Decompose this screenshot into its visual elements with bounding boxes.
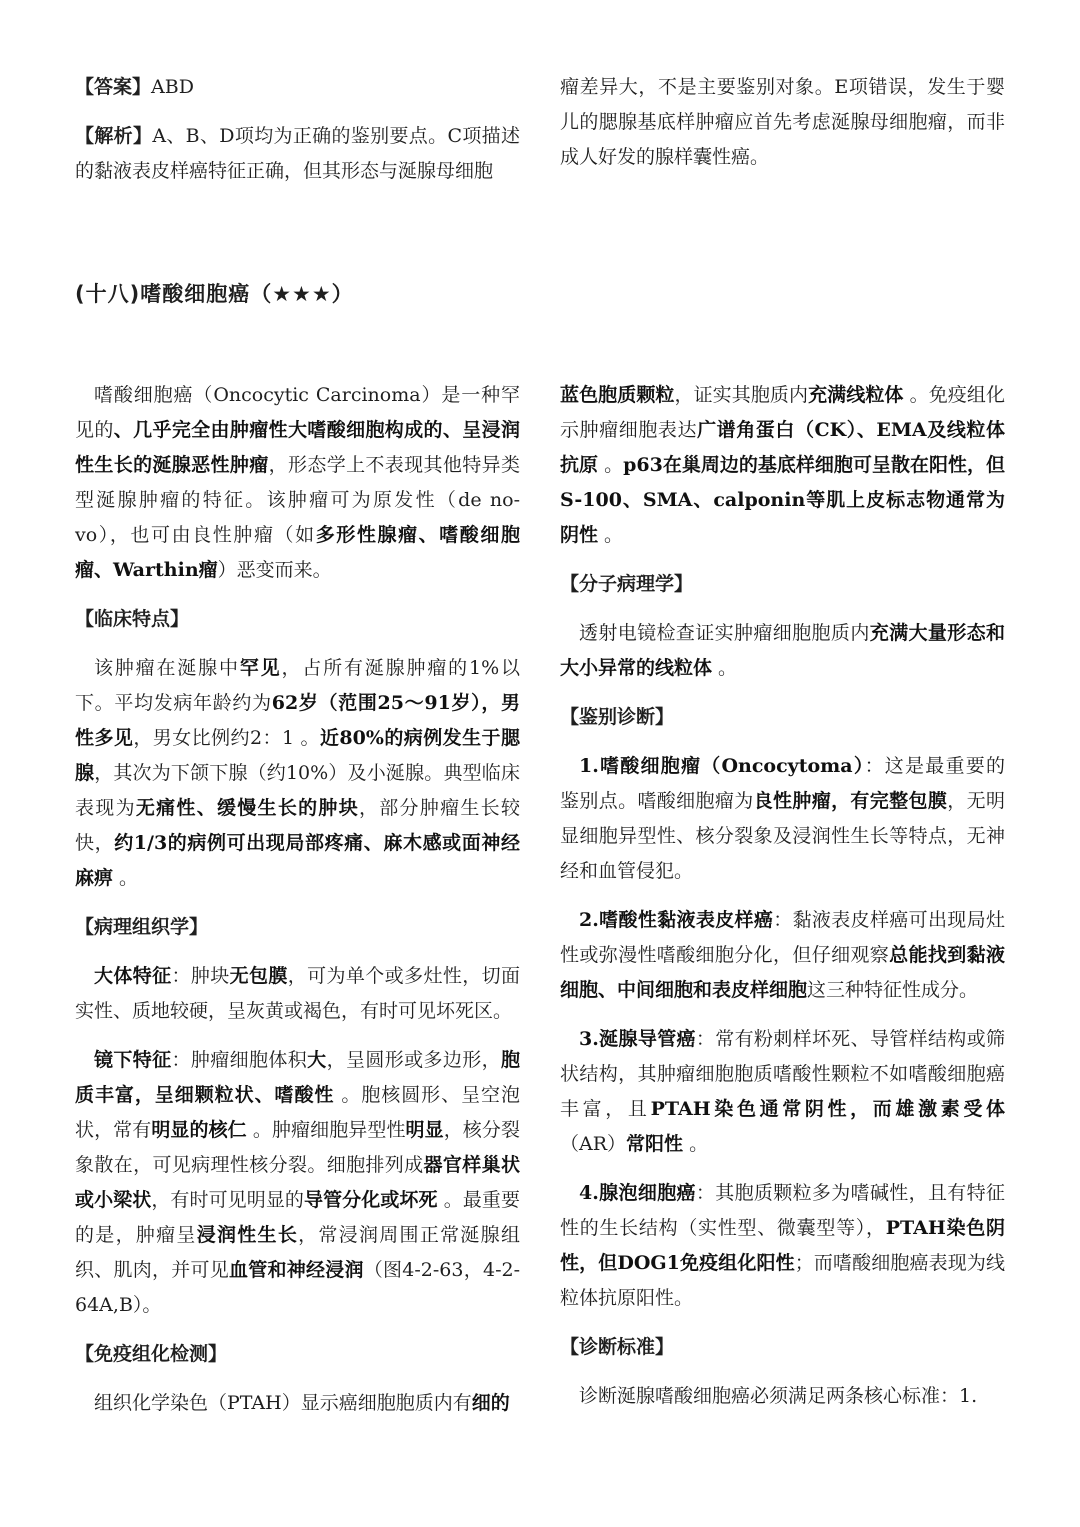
analysis-label: 【解析】 (75, 125, 153, 147)
intro-text-1: 嗜酸细胞癌（Oncocytic Carcinoma）是一种罕见的 (75, 384, 520, 441)
differential-item-4-text-2: ；而嗜酸细胞癌表现为线粒体抗原阳性。 (560, 1252, 1005, 1309)
micro-paragraph (75, 1043, 520, 1323)
micro-bold-3: 明显的核仁 (151, 1119, 247, 1141)
micro-bold-6: 导管分化或坏死 (304, 1189, 438, 1211)
ihc-bold-4: p63在巢周边的基底样细胞可呈散在阳性，但S-100、SMA、calponin等肌上皮标志物通常为阴性 (560, 454, 1005, 546)
gross-text-2: ，可为单个或多灶性，切面实性、质地较硬，呈灰黄或褐色，有时可见坏死区。 (75, 965, 520, 1022)
answer-line (75, 70, 520, 105)
micro-text-7: 。最重要的是，肿瘤呈 (75, 1189, 520, 1246)
criteria-paragraph: 诊断涎腺嗜酸细胞癌必须满足两条核心标准：1. (579, 1385, 978, 1407)
clinical-paragraph (75, 651, 520, 896)
differential-item-4-bold-1: PTAH染色阴性，但DOG1免疫组化阳性 (560, 1217, 1005, 1274)
differential-item-3 (560, 1022, 1005, 1162)
answer-label: 【答案】 (75, 76, 152, 98)
intro-bold-2: 多形性腺瘤、嗜酸细胞瘤、Warthin瘤 (75, 524, 520, 581)
intro-text-3: ）恶变而来。 (217, 559, 332, 581)
clinical-text-4: ，其次为下颌下腺（约10%）及小涎腺。典型临床表现为 (75, 762, 520, 819)
clinical-bold-5: 约1/3的病例可出现局部疼痛、麻木感或面神经麻痹 (75, 832, 520, 889)
clinical-bold-1: 罕见 (239, 657, 282, 679)
micro-text-9: （图4-2-63，4-2-64A,B）。 (75, 1259, 520, 1316)
analysis-continuation: 瘤差异大，不是主要鉴别对象。E项错误，发生于婴儿的腮腺基底样肿瘤应首先考虑涎腺母细胞瘤，而非成人好发的腺样囊性癌。 (560, 76, 1005, 168)
differential-item-3-label: 3.涎腺导管癌 (579, 1028, 696, 1050)
micro-bold-4: 明显 (405, 1119, 444, 1141)
differential-item-4 (560, 1176, 1005, 1316)
molecular-title: 【分子病理学】 (560, 573, 694, 595)
micro-bold-8: 血管和神经浸润 (229, 1259, 364, 1281)
micro-text-5: ，核分裂象散在，可见病理性核分裂。细胞排列成 (75, 1119, 520, 1176)
differential-item-3-text-2: （AR） (560, 1133, 627, 1155)
differential-item-2-label: 2.嗜酸性黏液表皮样癌 (579, 909, 774, 931)
clinical-text-2: ，占所有涎腺肿瘤的1%以下。平均发病年龄约为 (75, 657, 520, 714)
clinical-title: 【临床特点】 (75, 608, 190, 630)
right-column (560, 378, 1005, 1428)
gross-bold-1: 无包膜 (229, 965, 288, 987)
molecular-text-1: 透射电镜检查证实肿瘤细胞胞质内 (579, 622, 870, 644)
micro-text-1: ：肿瘤细胞体积 (171, 1049, 308, 1071)
micro-bold-2: 胞质丰富，呈细颗粒状、嗜酸性 (75, 1049, 520, 1106)
micro-text-2: ，呈圆形或多边形， (326, 1049, 501, 1071)
section-heading: (十八)嗜酸细胞癌（★★★） (75, 282, 354, 306)
clinical-text-1: 该肿瘤在涎腺中 (94, 657, 240, 679)
differential-item-3-text-1: ：常有粉刺样坏死、导管样结构或筛状结构，其肿瘤细胞胞质嗜酸性颗粒不如嗜酸细胞癌丰富，且 (560, 1028, 1005, 1120)
ihc-text-5: 。 (598, 524, 624, 546)
clinical-bold-2: 62岁（范围25～91岁），男性多见 (75, 692, 520, 749)
intro-text-2: ，形态学上不表现其他特异类型涎腺肿瘤的特征。该肿瘤可为原发性（de no-vo），也可由良性肿瘤（如 (75, 454, 520, 546)
clinical-bold-4: 无痛性、缓慢生长的肿块 (135, 797, 359, 819)
differential-item-2-bold-1: 总能找到黏液细胞、中间细胞和表皮样细胞 (560, 944, 1005, 1001)
ihc-paragraph-start (75, 1386, 520, 1421)
histo-title: 【病理组织学】 (75, 916, 209, 938)
micro-bold-5: 器官样巢状或小梁状 (75, 1154, 520, 1211)
differential-title: 【鉴别诊断】 (560, 706, 675, 728)
differential-item-2-text-1: ：黏液表皮样癌可出现局灶性或弥漫性嗜酸细胞分化，但仔细观察 (560, 909, 1005, 966)
gross-paragraph (75, 959, 520, 1029)
ihc-text-4: 。 (598, 454, 624, 476)
differential-item-1-bold-1: 良性肿瘤，有完整包膜 (753, 790, 948, 812)
differential-item-3-bold-1: PTAH染色通常阴性，而雄激素受体 (650, 1098, 1005, 1120)
ihc-bold-2: 充满线粒体 (808, 384, 904, 406)
left-column (75, 378, 520, 1435)
micro-label: 镜下特征 (94, 1049, 172, 1071)
ihc-bold-1-start: 细的 (471, 1392, 510, 1414)
ihc-text-2: ，证实其胞质内 (674, 384, 809, 406)
micro-text-4: 。肿瘤细胞异型性 (246, 1119, 406, 1141)
differential-item-2 (560, 903, 1005, 1008)
clinical-text-6: 。 (113, 867, 139, 889)
ihc-text-3: 。免疫组化示肿瘤细胞表达 (560, 384, 1005, 441)
answer-block (75, 70, 520, 203)
molecular-text-2: 。 (712, 657, 738, 679)
differential-item-1-label: 1.嗜酸细胞瘤（Oncocytoma） (579, 755, 865, 777)
differential-item-1-text-1: ：这是最重要的鉴别点。嗜酸细胞瘤为 (560, 755, 1005, 812)
analysis-continuation-block (560, 70, 1005, 189)
ihc-title: 【免疫组化检测】 (75, 1343, 228, 1365)
molecular-paragraph (560, 616, 1005, 686)
differential-item-3-bold-2: 常阳性 (626, 1133, 684, 1155)
differential-item-3-text-3: 。 (683, 1133, 709, 1155)
micro-bold-1: 大 (307, 1049, 327, 1071)
ihc-bold-3: 广谱角蛋白（CK）、EMA及线粒体抗原 (560, 419, 1005, 476)
ihc-text-1: 组织化学染色（PTAH）显示癌细胞胞质内有 (94, 1392, 472, 1414)
differential-item-1-text-2: ，无明显细胞异型性、核分裂象及浸润性生长等特点，无神经和血管侵犯。 (560, 790, 1005, 882)
differential-item-4-label: 4.腺泡细胞癌 (579, 1182, 696, 1204)
micro-text-6: ，有时可见明显的 (151, 1189, 305, 1211)
analysis-paragraph (75, 119, 520, 189)
gross-label: 大体特征 (94, 965, 172, 987)
clinical-text-5: ，部分肿瘤生长较快， (75, 797, 520, 854)
differential-item-1 (560, 749, 1005, 889)
ihc-bold-1-end: 蓝色胞质颗粒 (560, 384, 675, 406)
molecular-bold-1: 充满大量形态和大小异常的线粒体 (560, 622, 1005, 679)
gross-text-1: ：肿块 (171, 965, 230, 987)
micro-text-3: 。胞核圆形、呈空泡状，常有 (75, 1084, 520, 1141)
clinical-text-3: ，男女比例约2：1 。 (133, 727, 320, 749)
analysis-text: A、B、D项均为正确的鉴别要点。C项描述的黏液表皮样癌特征正确，但其形态与涎腺母细胞 (75, 125, 520, 182)
criteria-title: 【诊断标准】 (560, 1336, 675, 1358)
ihc-paragraph-cont (560, 378, 1005, 553)
micro-bold-7: 浸润性生长 (196, 1224, 299, 1246)
differential-item-2-text-2: 这三种特征性成分。 (807, 979, 979, 1001)
differential-item-4-text-1: ：其胞质颗粒多为嗜碱性，且有特征性的生长结构（实性型、微囊型等）， (560, 1182, 1005, 1239)
intro-bold-1: 、几乎完全由肿瘤性大嗜酸细胞构成的、呈浸润性生长的涎腺恶性肿瘤 (75, 419, 520, 476)
clinical-bold-3: 近80%的病例发生于腮腺 (75, 727, 520, 784)
answer-value: ABD (151, 76, 194, 98)
intro-paragraph (75, 378, 520, 588)
micro-text-8: ，常浸润周围正常涎腺组织、肌肉，并可见 (75, 1224, 520, 1281)
